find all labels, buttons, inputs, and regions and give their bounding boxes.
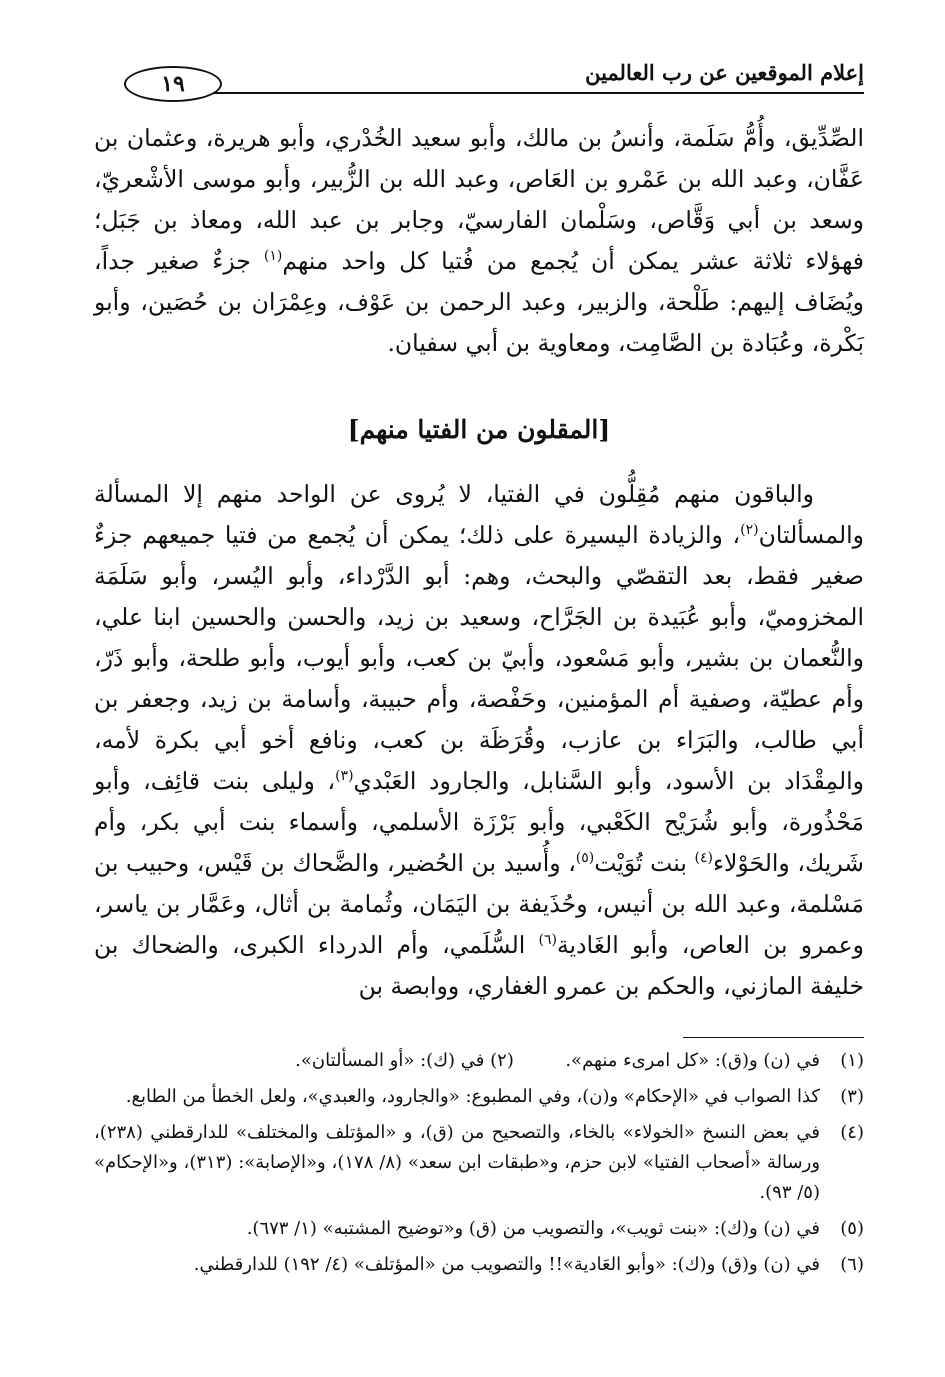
footnote-text-2: في (ك): «أو المسألتان». <box>295 1050 485 1071</box>
footnote-ref-1[interactable]: (١) <box>263 248 283 265</box>
footnote-number: (٣) <box>840 1086 864 1107</box>
footnote-ref-4[interactable]: (٤) <box>694 850 713 867</box>
running-head-title: إعلام الموقعين عن رب العالمين <box>585 60 864 85</box>
footnote-text-1: في (ن) و(ق): «كل امرىء منهم». <box>565 1050 820 1071</box>
footnotes <box>94 1046 864 1286</box>
footnote-ref-5[interactable]: (٥) <box>575 850 595 867</box>
footnote-number: (٤) <box>840 1122 864 1143</box>
paragraph-text: جزءٌ صغير جداً، ويُضَاف إليهم: طَلْحة، والزبير، وعبد الرحمن بن عَوْف، وعِمْرَان بن حُصَين، وأبو بَكْرة، وعُبَادة بن الصَّامِت، ومعاوية بن أبي سفيان. <box>94 247 864 357</box>
paragraph-text: ، وليلى بنت قائِف، وأبو مَحْذُورة، وأبو شُرَيْح الكَعْبي، وأبو بَرْزَة الأسلمي، وأسماء بنت أبي بكر، وأم شَريك، والحَوْلاء <box>94 767 864 877</box>
footnote-number: (١) <box>840 1050 864 1071</box>
footnote-item <box>94 1214 864 1244</box>
header-rule <box>194 92 864 94</box>
footnote-number: (٢) <box>490 1050 514 1071</box>
footnote-text: كذا الصواب في «الإحكام» و(ن)، وفي المطبوع: «والجارود، والعبدي»، ولعل الخطأ من الطابع. <box>125 1086 820 1107</box>
paragraph-text: ، وأُسيد بن الحُضير، والضَّحاك بن قَيْس، وحبيب بن مَسْلمة، وعبد الله بن أنيس، وحُذَيفة بن اليَمَان، وثُمامة بن أثال، وعَمَّار بن ياسر، وعمرو بن العاص، وأبو الغَادية <box>94 849 864 959</box>
footnote-separator <box>683 1037 864 1038</box>
footnote-ref-6[interactable]: (٦) <box>538 932 557 949</box>
footnote-number: (٥) <box>840 1218 864 1239</box>
section-heading: [المقلون من الفتيا منهم] <box>347 415 611 444</box>
footnote-text <box>94 1046 820 1076</box>
footnote-item <box>94 1250 864 1280</box>
page-header <box>94 58 864 98</box>
footnote-number: (٦) <box>840 1254 864 1275</box>
footnote-text: في (ن) و(ق) و(ك): «وأبو العَادية»!! والتصويب من «المؤتلف» (٤/ ١٩٢) للدارقطني. <box>193 1254 820 1275</box>
paragraph-companions-many-fatwas <box>94 118 864 364</box>
footnote-ref-3[interactable]: (٣) <box>335 768 354 785</box>
paragraph-companions-few-fatwas <box>94 474 864 1007</box>
footnote-text: في بعض النسخ «الخولاء» بالخاء، والتصحيح من (ق)، و «المؤتلف والمختلف» للدارقطني (٢٣٨)، ورسالة «أصحاب الفتيا» لابن حزم، و«طبقات ابن سعد» (٨/ ١٧٨)، و«الإصابة»: (٣١٣)، و«الإحكام» (٥/ ٩٣). <box>94 1122 821 1203</box>
footnote-item <box>94 1046 864 1076</box>
paragraph-text: بنت تُوَيْت <box>594 849 695 877</box>
footnote-ref-2[interactable]: (٢) <box>740 522 759 539</box>
footnote-text: في (ن) و(ك): «بنت ثويب»، والتصويب من (ق) و«توضيح المشتبه» (١/ ٦٧٣). <box>246 1218 820 1239</box>
page-number-badge: ١٩ <box>124 66 222 102</box>
paragraph-text: الصِّدِّيق، وأُمُّ سَلَمة، وأنسُ بن مالك، وأبو سعيد الخُدْري، وأبو هريرة، وعثمان بن عَفَّان، وعبد الله بن عَمْرو بن العَاص، وعبد الله بن الزُّبير، وأبو موسى الأشْعريّ، وسعد بن أبي وَقَّاص، وسَلْمان الفارسيّ، وجابر بن عبد الله، ومعاذ بن جَبَل؛ فهؤلاء ثلاثة عشر يمكن أن يُجمع من فُتيا كل واحد منهم <box>94 124 865 275</box>
footnote-item <box>94 1118 864 1208</box>
paragraph-text: السُّلَمي، وأم الدرداء الكبرى، والضحاك بن خليفة المازني، والحكم بن عمرو الغفاري، ووابصة بن <box>94 931 864 1000</box>
paragraph-text: ، والزيادة اليسيرة على ذلك؛ يمكن أن يُجمع من فتيا جميعهم جزءٌ صغير فقط، بعد التقصّي والبحث، وهم: أبو الدَّرْداء، وأبو اليُسر، وأبو سَلَمَة المخزوميّ، وأبو عُبَيدة بن الجَرَّاح، وسعيد بن زيد، والحسن والحسين ابنا علي، والنُّعمان بن بشير، وأبو مَسْعود، وأبيّ بن كعب، وأبو أيوب، وأبو طلحة، وأبو ذَرّ، وأم عطيّة، وصفية أم المؤمنين، وحَفْصة، وأم حبيبة، وأسامة بن زيد، وجعفر بن أبي طالب، والبَرَاء بن عازب، وقُرَظَة بن كعب، ونافع أخو أبي بكرة لأمه، والمِقْدَاد بن الأسود، وأبو السَّنابل، والجارود العَبْدي <box>94 521 864 795</box>
paragraph-text: والباقون منهم مُقِلُّون في الفتيا، لا يُروى عن الواحد منهم إلا المسألة والمسألتان <box>94 480 864 549</box>
footnote-item <box>94 1082 864 1112</box>
